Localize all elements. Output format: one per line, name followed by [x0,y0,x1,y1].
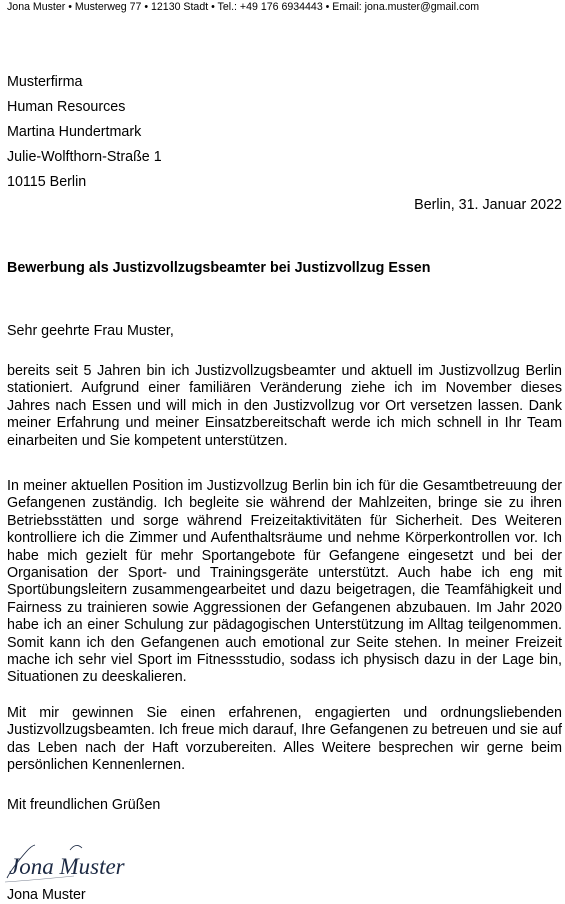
signature-text: Jona Muster [9,854,125,879]
signer-name: Jona Muster [7,887,86,903]
closing-phrase: Mit freundlichen Grüßen [7,797,161,813]
recipient-company: Musterfirma [7,74,83,90]
letter-date: Berlin, 31. Januar 2022 [414,197,562,213]
body-paragraph-2: In meiner aktuellen Position im Justizvollzug Berlin bin ich für die Gesamtbetreuung der Gefangenen zuständig. Ich begleite sie während der Mahlzeiten, bringe sie zu ihren Betriebsstätten und sorge während Freizeitaktivitäten für Sicherheit. Des Weiteren kontrolliere ich die Zimmer und Aufenthaltsräume und nehme Körperkontrollen vor. Ich habe mich gezielt für mehr Sportangebote für Gefangene eingesetzt und bei der Organisation der Sport- und Trainingsgeräte unterstützt. Auch habe ich eng mit Sportübungsleitern zusammengearbeitet und dazu beigetragen, die Teamfähigkeit und Fairness zu trainieren sowie Aggressionen der Gefangenen abzubauen. Im Jahr 2020 habe ich an einer Schulung zur pädagogischen Unterstützung im Alltag teilgenommen. Somit kann ich den Gefangenen auch emotional zur Seite stehen. In meiner Freizeit mache ich sehr viel Sport im Fitnessstudio, sodass ich physisch dazu in der Lage bin, Situationen zu deeskalieren. [7,478,562,686]
recipient-city: 10115 Berlin [7,174,87,190]
salutation: Sehr geehrte Frau Muster, [7,323,174,339]
recipient-street: Julie-Wolfthorn-Straße 1 [7,149,162,165]
recipient-address-block [7,70,162,195]
body-paragraph-3: Mit mir gewinnen Sie einen erfahrenen, engagierten und ordnungsliebenden Justizvollzugsbeamten. Ich freue mich darauf, Ihre Gefangenen zu betreuen und sie auf das Leben nach der Haft vorzubereiten. Alles Weitere besprechen wir gerne beim persönlichen Kennenlernen. [7,705,562,774]
letter-subject: Bewerbung als Justizvollzugsbeamter bei Justizvollzug Essen [7,260,431,276]
recipient-contact: Martina Hundertmark [7,124,142,140]
body-paragraph-1: bereits seit 5 Jahren bin ich Justizvollzugsbeamter und aktuell im Justizvollzug Berlin stationiert. Aufgrund einer familiären Veränderung ziehe ich im November dieses Jahres nach Essen und will mich in den Justizvollzug vor Ort versetzen lassen. Dank meiner Erfahrung und meiner Einsatzbereitschaft werde ich mich schnell in Ihr Team einarbeiten und Sie kompetent unterstützen. [7,363,562,449]
handwritten-signature [4,838,144,886]
recipient-department: Human Resources [7,99,126,115]
sender-address-line: Jona Muster • Musterweg 77 • 12130 Stadt • Tel.: +49 176 6934443 • Email: jona.muster@gmail.com [7,1,480,13]
